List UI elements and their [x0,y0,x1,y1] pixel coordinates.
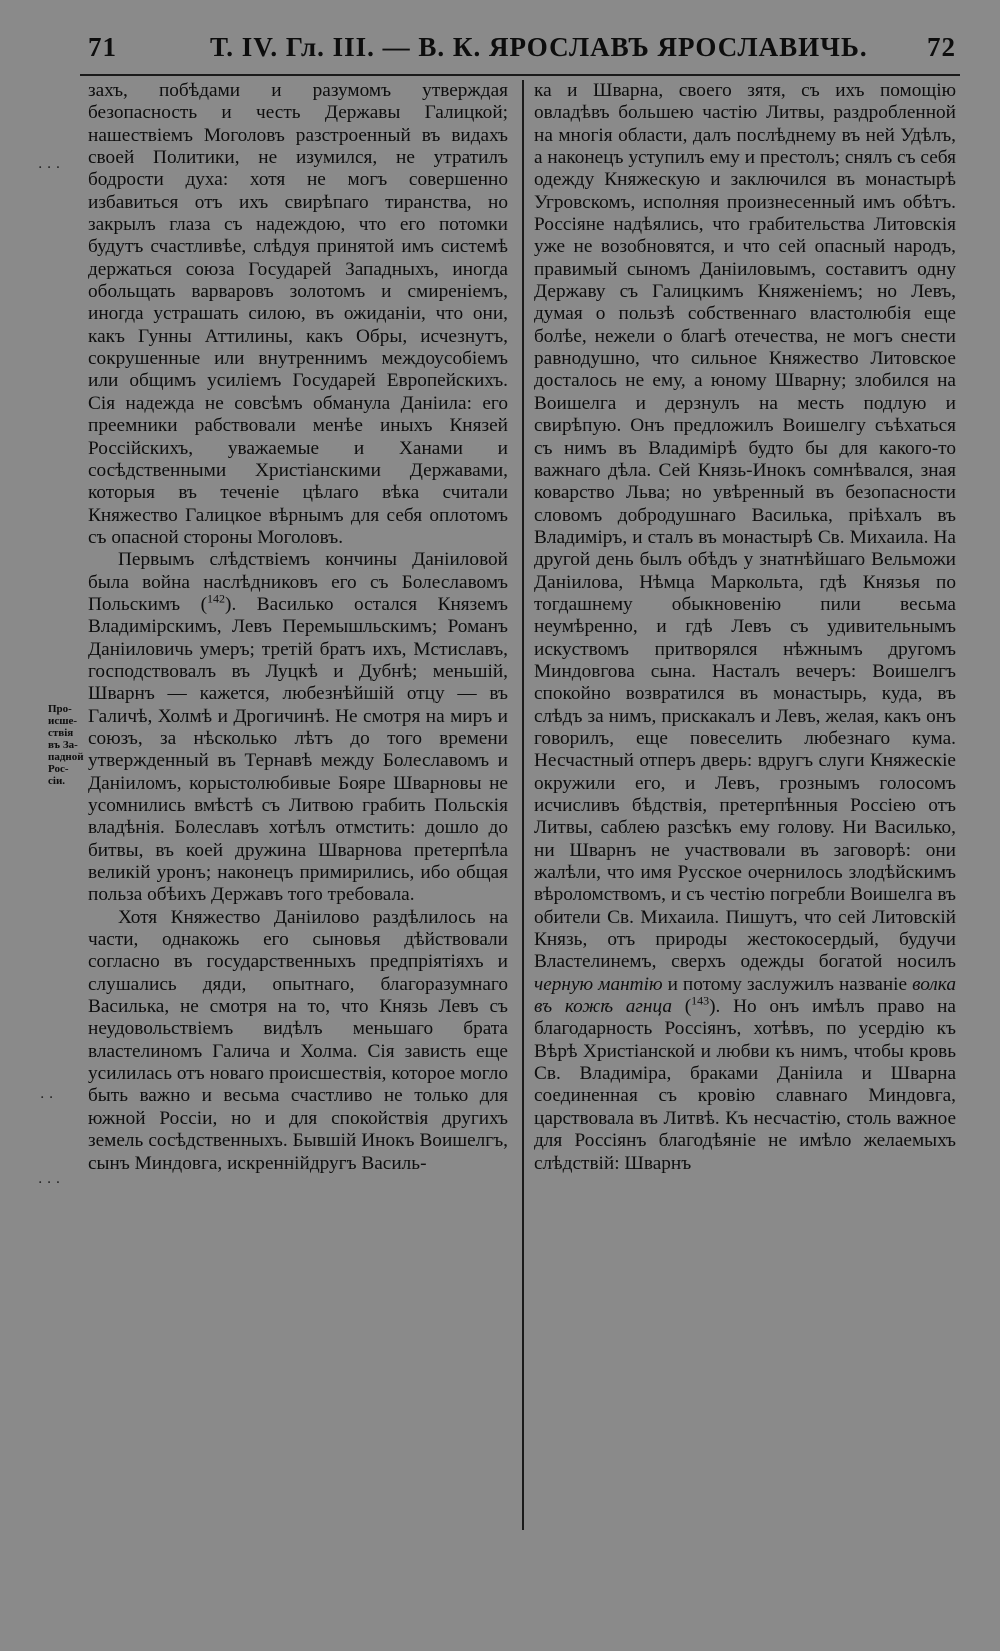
paragraph-text: ( [672,996,692,1018]
margin-smudge: · · [40,1090,54,1106]
page-number-left: 71 [88,32,117,62]
italic-phrase: черную мантію [534,973,663,995]
footnote-ref: 143 [691,993,710,1008]
margin-note-line: въ За- [48,739,78,751]
margin-note-line: Про- [48,703,72,715]
left-column [88,80,508,1175]
margin-note-line: исше- [48,715,78,727]
margin-note-line: сіи. [48,775,66,787]
column-divider [522,80,524,1530]
paragraph-text: ). Но онъ имѣлъ право на благодарность Россіянъ, хотѣвъ, по усердію къ Вѣрѣ Христіанской и любви къ нимъ, чтобы кровь Св. Владиміра, браками Даніила и Шварна соединенная съ кровію славнаго Миндовга, царствовала въ Литвѣ. Къ несчастію, столь важное для Россіянъ благодѣяніе не имѣло желаемыхъ слѣдствій: Шварнъ [534,996,956,1174]
paragraph-text: ка и Шварна, своего зятя, съ ихъ помощію овладѣвъ большею частію Литвы, раздробленной на многія области, далъ послѣднему въ ней Удѣлъ, а наконецъ уступилъ ему и престолъ; снялъ съ себя одежду Княжескую и заключился въ монастырѣ Угровскомъ, исполняя произнесенный имъ обѣтъ. Россіяне надѣялись, что грабительства Литовскія уже не возобновятся, и что сей опасный народъ, правимый сыномъ Даніиловымъ, составитъ одну Державу съ Галицкимъ Княженіемъ; но Левъ, думая о пользѣ собственнаго властолюбія еще болѣе, нежели о благѣ отечества, не могъ снести равнодушно, что сильное Княжество Литовское досталось не ему, а юному Шварну; злобился на Воишелга и дерзнулъ на месть подлую и свирѣпую. Онъ предложилъ Воишелгу съѣхаться съ нимъ въ Владимірѣ будто бы для какого-то важнаго дѣла. Сей Князь-Инокъ сомнѣвался, зная коварство Льва; но увѣренный въ безопасности словомъ добродушнаго Василька, пріѣхалъ въ Владиміръ, и сталъ въ монастырѣ Св. Михаила. На другой день былъ обѣдъ у знатнѣйшаго Вельможи Даніилова, Нѣмца Маркольта, гдѣ Князья по тогдашнему обыкновенію пили весьма неумѣренно, и гдѣ Левъ съ удивительнымъ искуствомъ притворялся нѣжнымъ другомъ Миндовгова сына. Насталъ вечеръ: Воишелгъ спокойно возвратился въ монастырь, куда, въ слѣдъ за нимъ, прискакалъ и Левъ, желая, какъ онъ говорилъ, еще повеселить любезнаго кума. Несчастный отперъ дверь: вдругъ слуги Княжескіе окружили его, и Левъ, грознымъ голосомъ исчисливъ бѣдствія, претерпѣнныя Россіею отъ Литвы, саблею разсѣкъ ему голову. Ни Василько, ни Шварнъ не участвовали въ заговорѣ: они жалѣли, что имя Русское очернилось злодѣйскимъ вѣроломствомъ, и съ честію погребли Воишелга въ обители Св. Михаила. Пишутъ, что сей Литовскій Князь, отъ природы жестокосердый, будучи Властелинемъ, сверхъ одежды богатой носилъ [534,80,956,973]
paragraph: захъ, побѣдами и разумомъ утверждая безопасность и честь Державы Галицкой; нашествіемъ Моголовъ разстроенный въ видахъ своей Политики, не изумился, не утратилъ бодрости духа: хотя не могъ совершенно избавиться отъ ихъ свирѣпаго тиранства, но закрылъ глаза съ надеждою, что его потомки будутъ счастливѣе, слѣдуя принятой имъ системѣ держаться союза Государей Западныхъ, иногда обольщать варваровъ золотомъ и смиреніемъ, иногда устрашать силою, въ ожиданіи, что они, какъ Гунны Аттилины, какъ Обры, исчезнутъ, сокрушенные или внутреннимъ междоусобіемъ или общимъ усиліемъ Государей Европейскихъ. Сія надежда не совсѣмъ обманула Даніила: его преемники рабствовали менѣе иныхъ Князей Россійскихъ, уважаемые и Ханами и сосѣдственными Христіанскими Державами, которыя въ теченіе цѣлаго вѣка считали Княжество Галицкое вѣрнымъ для себя оплотомъ съ опасной стороны Моголовъ. [88,80,508,548]
footnote-ref: 142 [207,591,226,606]
paragraph-text: ). Василько остался Княземъ Владимірскимъ, Левъ Перемышльскимъ; Романъ Даніиловичь умеръ; третій братъ ихъ, Мстиславъ, господствовалъ въ Луцкѣ и Дубнѣ; меньшій, Шварнъ — кажется, любезнѣйшій отцу — въ Галичѣ, Холмѣ и Дрогичинѣ. Не смотря на миръ и союзъ, за нѣсколько лѣтъ до того времени утвержденный въ Тернавѣ между Болеславомъ и Даніиломъ, корыстолюбивые Бояре Шварновы не усомнились вмѣстѣ съ Литвою грабить Польскія владѣнія. Болеславъ хотѣлъ отмстить: дошло до битвы, въ коей дружина Шварнова претерпѣла великій уронъ; наконецъ примирились, ибо общая польза обѣихъ Державъ того требовала. [88,593,508,906]
right-column [534,80,956,1175]
running-title: Т. IV. Гл. III. — В. К. ЯРОСЛАВЪ ЯРОСЛАВИЧЬ. [210,32,868,62]
paragraph: Хотя Княжество Даніилово раздѣлилось на части, однакожь его сыновья дѣйствовали согласно въ государственныхъ предпріятіяхъ и слушались дяди, опытнаго, благоразумнаго Василька, не смотря на то, что Князь Левъ съ неудовольствіемъ видѣлъ меньшаго брата властелиномъ Галича и Холма. Сія зависть еще усилилась отъ новаго происшествія, которое могло быть важно и весьма счастливо не только для южной Россіи, но и для спокойствія другихъ земель сосѣдственныхъ. Бывшій Инокъ Воишелгъ, сынъ Миндовга, искреннійдругъ Василь- [88,906,508,1174]
margin-note-line: ствія [48,727,74,739]
margin-note-line: падной [48,751,84,763]
paragraph [534,80,956,1175]
margin-smudge: · · · [38,1175,61,1191]
paragraph [88,549,508,907]
paragraph-text: и потому заслужилъ названіе [662,973,913,995]
header-rule [80,74,960,76]
margin-note [48,703,88,787]
margin-note-line: Рос- [48,763,69,775]
margin-smudge: · · · [38,160,61,176]
page-number-right: 72 [927,32,956,62]
paragraph-text: Первымъ слѣдствіемъ кончины Даніиловой была война наслѣдниковъ его съ Болеславомъ Польскимъ ( [88,549,508,615]
italic-phrase: волка въ кожѣ агнца [534,973,956,1018]
running-header [80,28,960,70]
